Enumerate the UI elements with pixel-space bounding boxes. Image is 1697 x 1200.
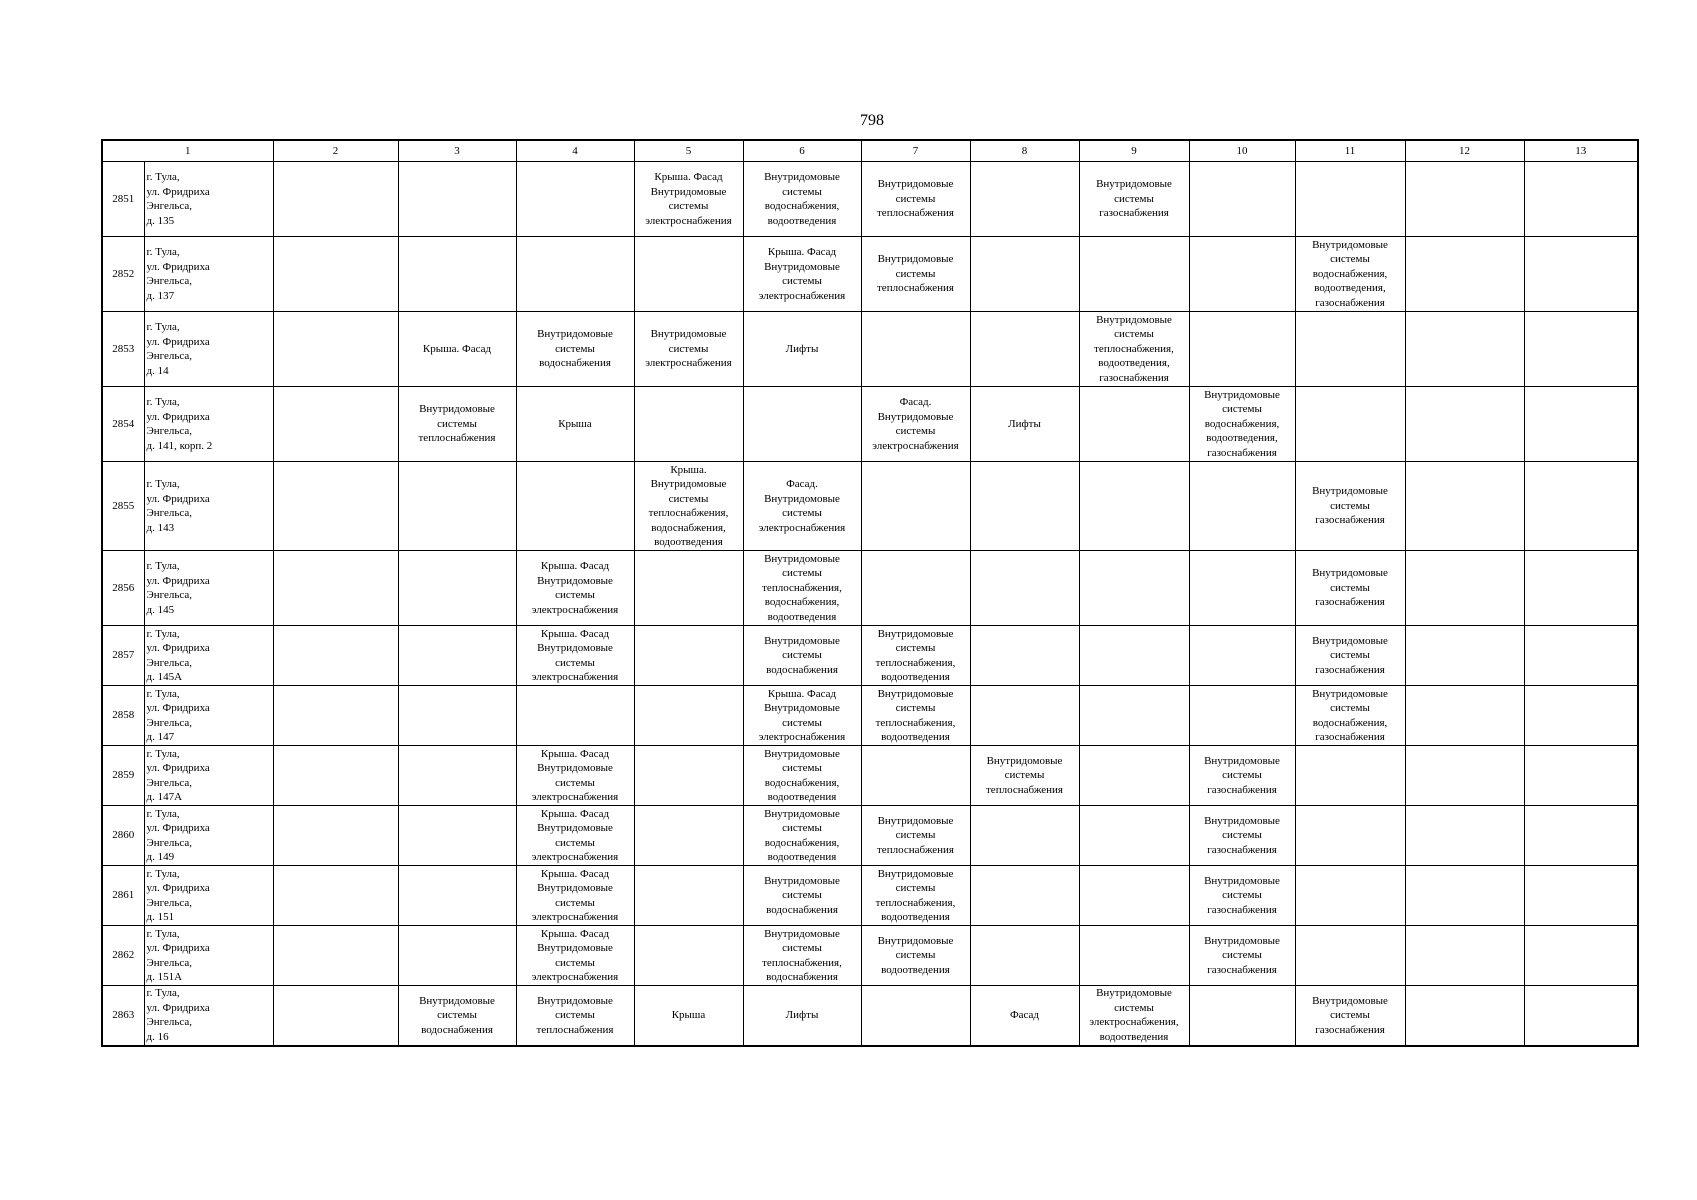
work-cell [1405, 162, 1524, 237]
work-cell [1189, 462, 1295, 551]
table-row [102, 866, 1638, 926]
table-row [102, 746, 1638, 806]
work-cell [516, 686, 634, 746]
column-header: 4 [516, 140, 634, 162]
work-cell [1524, 312, 1638, 387]
row-number: 2856 [102, 551, 144, 626]
row-number: 2861 [102, 866, 144, 926]
work-cell [1524, 986, 1638, 1046]
work-cell [398, 926, 516, 986]
capital-repair-table [101, 139, 1639, 1047]
work-cell [273, 746, 398, 806]
work-cell [273, 462, 398, 551]
work-cell [1405, 866, 1524, 926]
column-header: 3 [398, 140, 516, 162]
work-cell [970, 462, 1079, 551]
work-cell: Крыша [516, 387, 634, 462]
column-header: 1 [102, 140, 273, 162]
work-cell [861, 551, 970, 626]
work-cell [398, 626, 516, 686]
work-cell [970, 626, 1079, 686]
work-cell [273, 866, 398, 926]
work-cell [970, 312, 1079, 387]
work-cell [1524, 462, 1638, 551]
work-cell [1405, 551, 1524, 626]
work-cell: Внутридомовые системы теплоснабжения, водоотведения [861, 866, 970, 926]
work-cell: Внутридомовые системы теплоснабжения [398, 387, 516, 462]
work-cell: Внутридомовые системы газоснабжения [1295, 986, 1405, 1046]
work-cell: Крыша [634, 986, 743, 1046]
work-cell [1405, 806, 1524, 866]
work-cell: Внутридомовые системы теплоснабжения, водоотведения, газоснабжения [1079, 312, 1189, 387]
column-header: 6 [743, 140, 861, 162]
address-cell: г. Тула, ул. Фридриха Энгельса, д. 14 [144, 312, 273, 387]
work-cell: Внутридомовые системы теплоснабжения [861, 162, 970, 237]
work-cell [1079, 551, 1189, 626]
table-row [102, 237, 1638, 312]
work-cell: Крыша. Фасад Внутридомовые системы электроснабжения [516, 806, 634, 866]
address-cell: г. Тула, ул. Фридриха Энгельса, д. 143 [144, 462, 273, 551]
work-cell [273, 551, 398, 626]
work-cell [1079, 866, 1189, 926]
work-cell: Внутридомовые системы водоснабжения, водоотведения [743, 746, 861, 806]
work-cell: Внутридомовые системы газоснабжения [1079, 162, 1189, 237]
table-row [102, 806, 1638, 866]
work-cell [1295, 162, 1405, 237]
work-cell [1524, 237, 1638, 312]
work-cell [1295, 312, 1405, 387]
work-cell: Лифты [743, 986, 861, 1046]
row-number: 2863 [102, 986, 144, 1046]
work-cell: Фасад [970, 986, 1079, 1046]
work-cell: Внутридомовые системы теплоснабжения [861, 237, 970, 312]
work-cell [970, 686, 1079, 746]
work-cell [861, 986, 970, 1046]
work-cell: Внутридомовые системы водоотведения [861, 926, 970, 986]
address-cell: г. Тула, ул. Фридриха Энгельса, д. 151А [144, 926, 273, 986]
work-cell [1079, 387, 1189, 462]
table-row [102, 312, 1638, 387]
work-cell [1295, 746, 1405, 806]
work-cell [1405, 387, 1524, 462]
work-cell: Фасад. Внутридомовые системы электроснабжения [861, 387, 970, 462]
work-cell: Внутридомовые системы газоснабжения [1295, 626, 1405, 686]
work-cell: Крыша. Фасад Внутридомовые системы электроснабжения [516, 866, 634, 926]
work-cell [273, 806, 398, 866]
work-cell: Лифты [743, 312, 861, 387]
work-cell [1405, 746, 1524, 806]
work-cell [516, 237, 634, 312]
work-cell [634, 387, 743, 462]
work-cell [1079, 462, 1189, 551]
column-header: 2 [273, 140, 398, 162]
work-cell [861, 746, 970, 806]
address-cell: г. Тула, ул. Фридриха Энгельса, д. 16 [144, 986, 273, 1046]
work-cell: Крыша. Фасад Внутридомовые системы электроснабжения [743, 686, 861, 746]
work-cell [970, 806, 1079, 866]
row-number: 2851 [102, 162, 144, 237]
row-number: 2854 [102, 387, 144, 462]
work-cell [1079, 926, 1189, 986]
work-cell: Внутридомовые системы электроснабжения, водоотведения [1079, 986, 1189, 1046]
work-cell [398, 806, 516, 866]
work-cell: Внутридомовые системы водоснабжения [743, 626, 861, 686]
work-cell: Внутридомовые системы теплоснабжения, водоснабжения [743, 926, 861, 986]
work-cell [634, 551, 743, 626]
table-row [102, 162, 1638, 237]
work-cell [1405, 686, 1524, 746]
work-cell [970, 551, 1079, 626]
table-header-row [102, 140, 1638, 162]
work-cell [1295, 926, 1405, 986]
work-cell [1524, 926, 1638, 986]
work-cell [1079, 746, 1189, 806]
work-cell: Внутридомовые системы электроснабжения [634, 312, 743, 387]
work-cell [398, 686, 516, 746]
address-cell: г. Тула, ул. Фридриха Энгельса, д. 151 [144, 866, 273, 926]
work-cell [970, 866, 1079, 926]
work-cell [1079, 686, 1189, 746]
work-cell: Крыша. Фасад [398, 312, 516, 387]
table-row [102, 626, 1638, 686]
work-cell: Внутридомовые системы газоснабжения [1295, 551, 1405, 626]
work-cell [1405, 237, 1524, 312]
work-cell: Внутридомовые системы водоснабжения [516, 312, 634, 387]
work-cell [634, 926, 743, 986]
work-cell [970, 237, 1079, 312]
work-cell [1079, 237, 1189, 312]
table-row [102, 387, 1638, 462]
work-cell: Внутридомовые системы водоснабжения, водоотведения, газоснабжения [1189, 387, 1295, 462]
page-number: 798 [860, 112, 884, 129]
work-cell [1405, 312, 1524, 387]
work-cell [1405, 462, 1524, 551]
row-number: 2860 [102, 806, 144, 866]
address-cell: г. Тула, ул. Фридриха Энгельса, д. 145 [144, 551, 273, 626]
work-cell: Фасад. Внутридомовые системы электроснабжения [743, 462, 861, 551]
work-cell [516, 162, 634, 237]
work-cell: Внутридомовые системы газоснабжения [1189, 806, 1295, 866]
work-cell: Внутридомовые системы газоснабжения [1295, 462, 1405, 551]
work-cell: Внутридомовые системы теплоснабжения, водоотведения [861, 686, 970, 746]
work-cell: Внутридомовые системы газоснабжения [1189, 926, 1295, 986]
column-header: 13 [1524, 140, 1638, 162]
table-row [102, 462, 1638, 551]
work-cell [1524, 551, 1638, 626]
row-number: 2862 [102, 926, 144, 986]
work-cell [398, 237, 516, 312]
work-cell [1079, 806, 1189, 866]
work-cell [970, 162, 1079, 237]
table-row [102, 986, 1638, 1046]
address-cell: г. Тула, ул. Фридриха Энгельса, д. 149 [144, 806, 273, 866]
column-header: 9 [1079, 140, 1189, 162]
row-number: 2858 [102, 686, 144, 746]
work-cell: Внутридомовые системы теплоснабжения [861, 806, 970, 866]
work-cell: Крыша. Фасад Внутридомовые системы электроснабжения [516, 551, 634, 626]
work-cell [398, 866, 516, 926]
table-row [102, 686, 1638, 746]
work-cell [273, 387, 398, 462]
address-cell: г. Тула, ул. Фридриха Энгельса, д. 145А [144, 626, 273, 686]
address-cell: г. Тула, ул. Фридриха Энгельса, д. 135 [144, 162, 273, 237]
work-cell [273, 237, 398, 312]
work-cell [1524, 626, 1638, 686]
work-cell [634, 626, 743, 686]
work-cell: Крыша. Фасад Внутридомовые системы электроснабжения [516, 626, 634, 686]
work-cell [861, 312, 970, 387]
work-cell [398, 162, 516, 237]
row-number: 2852 [102, 237, 144, 312]
work-cell [1405, 926, 1524, 986]
column-header: 10 [1189, 140, 1295, 162]
work-cell: Крыша. Фасад Внутридомовые системы электроснабжения [634, 162, 743, 237]
work-cell [1295, 806, 1405, 866]
work-cell [861, 462, 970, 551]
work-cell: Внутридомовые системы теплоснабжения [970, 746, 1079, 806]
work-cell [1524, 806, 1638, 866]
column-header: 11 [1295, 140, 1405, 162]
row-number: 2855 [102, 462, 144, 551]
work-cell [1189, 686, 1295, 746]
row-number: 2859 [102, 746, 144, 806]
work-cell [1405, 626, 1524, 686]
work-cell [634, 866, 743, 926]
work-cell [1189, 312, 1295, 387]
work-cell [743, 387, 861, 462]
work-cell [634, 806, 743, 866]
work-cell [1189, 986, 1295, 1046]
column-header: 7 [861, 140, 970, 162]
work-cell: Внутридомовые системы водоснабжения [398, 986, 516, 1046]
table-row [102, 551, 1638, 626]
work-cell [273, 686, 398, 746]
address-cell: г. Тула, ул. Фридриха Энгельса, д. 147А [144, 746, 273, 806]
work-cell: Внутридомовые системы теплоснабжения [516, 986, 634, 1046]
column-header: 5 [634, 140, 743, 162]
work-cell [273, 626, 398, 686]
work-cell [634, 237, 743, 312]
work-cell [398, 462, 516, 551]
work-cell [1524, 387, 1638, 462]
work-cell [273, 926, 398, 986]
work-cell [1524, 686, 1638, 746]
work-cell: Внутридомовые системы водоснабжения, водоотведения [743, 806, 861, 866]
work-cell [1524, 866, 1638, 926]
work-cell [1524, 162, 1638, 237]
work-cell [1524, 746, 1638, 806]
work-cell [398, 551, 516, 626]
work-cell [273, 312, 398, 387]
work-cell: Крыша. Фасад Внутридомовые системы электроснабжения [516, 746, 634, 806]
work-cell: Внутридомовые системы водоснабжения, газоснабжения [1295, 686, 1405, 746]
address-cell: г. Тула, ул. Фридриха Энгельса, д. 141, корп. 2 [144, 387, 273, 462]
work-cell [1405, 986, 1524, 1046]
column-header: 8 [970, 140, 1079, 162]
work-cell [970, 926, 1079, 986]
row-number: 2853 [102, 312, 144, 387]
work-cell [273, 986, 398, 1046]
work-cell: Крыша. Фасад Внутридомовые системы электроснабжения [743, 237, 861, 312]
work-cell [634, 746, 743, 806]
work-cell [1189, 162, 1295, 237]
work-cell [516, 462, 634, 551]
work-cell [398, 746, 516, 806]
work-cell: Внутридомовые системы газоснабжения [1189, 746, 1295, 806]
table-row [102, 926, 1638, 986]
work-cell [1189, 237, 1295, 312]
work-cell [634, 686, 743, 746]
work-cell: Внутридомовые системы водоснабжения, водоотведения, газоснабжения [1295, 237, 1405, 312]
address-cell: г. Тула, ул. Фридриха Энгельса, д. 137 [144, 237, 273, 312]
work-cell: Внутридомовые системы теплоснабжения, водоснабжения, водоотведения [743, 551, 861, 626]
work-cell [1079, 626, 1189, 686]
address-cell: г. Тула, ул. Фридриха Энгельса, д. 147 [144, 686, 273, 746]
work-cell: Внутридомовые системы водоснабжения [743, 866, 861, 926]
work-cell [1189, 626, 1295, 686]
work-cell: Крыша. Внутридомовые системы теплоснабжения, водоснабжения, водоотведения [634, 462, 743, 551]
column-header: 12 [1405, 140, 1524, 162]
work-cell: Крыша. Фасад Внутридомовые системы электроснабжения [516, 926, 634, 986]
work-cell [273, 162, 398, 237]
work-cell [1189, 551, 1295, 626]
work-cell: Внутридомовые системы теплоснабжения, водоотведения [861, 626, 970, 686]
work-cell: Лифты [970, 387, 1079, 462]
work-cell [1295, 866, 1405, 926]
row-number: 2857 [102, 626, 144, 686]
work-cell [1295, 387, 1405, 462]
work-cell: Внутридомовые системы водоснабжения, водоотведения [743, 162, 861, 237]
work-cell: Внутридомовые системы газоснабжения [1189, 866, 1295, 926]
